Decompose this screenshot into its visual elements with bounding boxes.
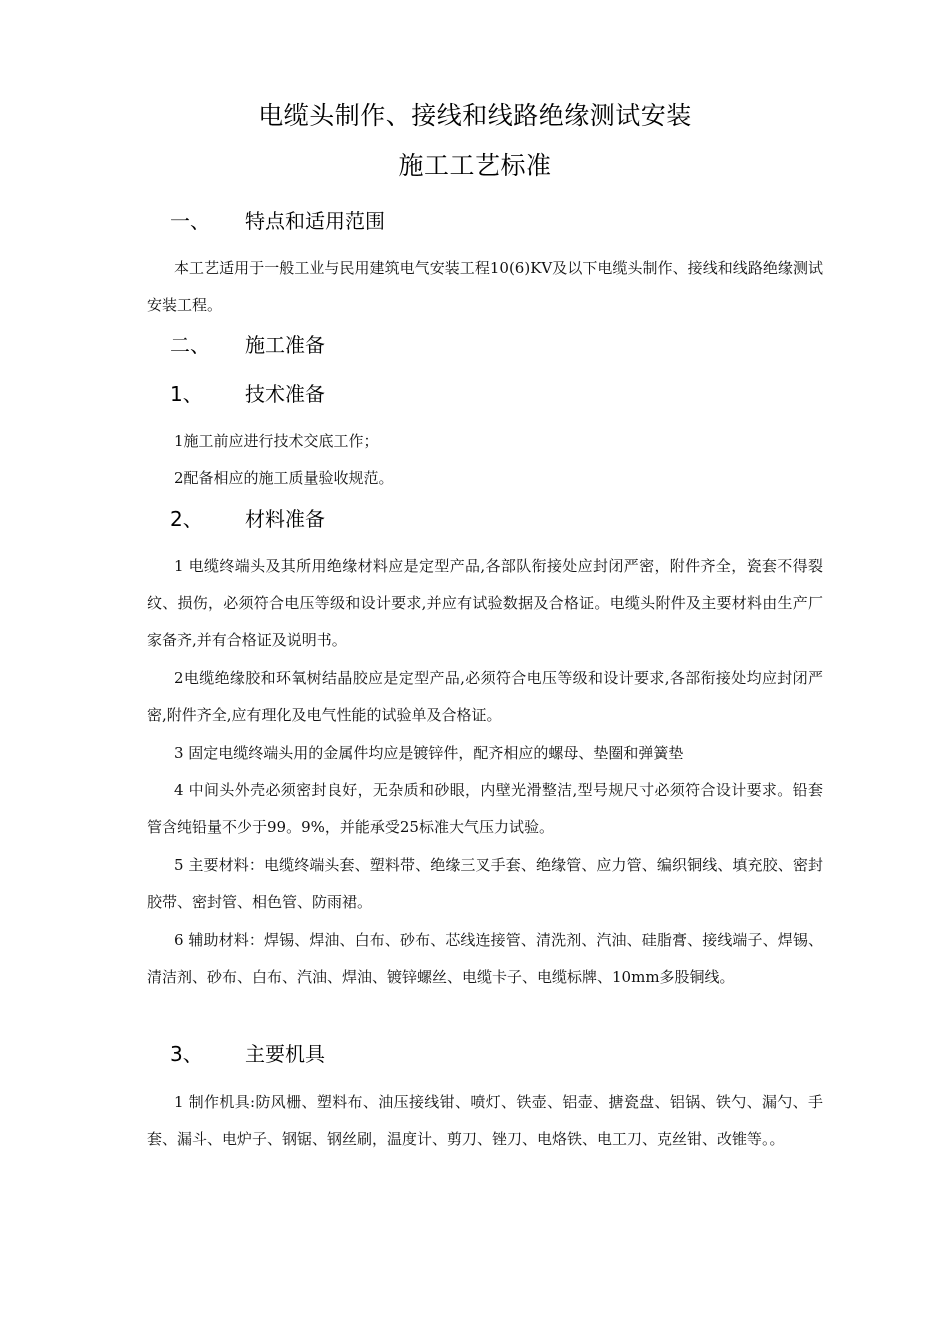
subsection-heading-2 xyxy=(170,506,325,532)
paragraph-material-6: 6 辅助材料：焊锡、焊油、白布、砂布、芯线连接管、清洗剂、汽油、硅脂膏、接线端子、焊锡、清洁剂、砂布、白布、汽油、焊油、镀锌螺丝、电缆卡子、电缆标牌、10mm多股铜线。 xyxy=(147,931,823,986)
paragraph-tech-1: 1施工前应进行技术交底工作； xyxy=(174,432,379,450)
section-label: 特点和适用范围 xyxy=(245,209,385,233)
section-label: 技术准备 xyxy=(245,382,325,406)
paragraph-tech-2: 2配备相应的施工质量验收规范。 xyxy=(174,469,394,487)
paragraph-material-4: 4 中间头外壳必须密封良好，无杂质和砂眼，内壁光滑整洁,型号规尺寸必须符合设计要求。铅套管含纯铅量不少于99。9%，并能承受25标准大气压力试验。 xyxy=(147,781,823,836)
section-number: 二、 xyxy=(170,333,210,357)
subsection-heading-3 xyxy=(170,1041,325,1067)
section-heading-1 xyxy=(170,208,385,234)
section-number: 1、 xyxy=(170,382,203,406)
section-label: 施工准备 xyxy=(245,333,325,357)
section-number: 3、 xyxy=(170,1042,203,1066)
section-number: 2、 xyxy=(170,507,203,531)
paragraph-tools-1: 1 制作机具:防风栅、塑料布、油压接线钳、喷灯、铁壶、铝壶、搪瓷盘、铝锅、铁勺、漏勺、手套、漏斗、电炉子、钢锯、钢丝刷，温度计、剪刀、锉刀、电烙铁、电工刀、克丝钳、改锥等。。 xyxy=(147,1093,823,1148)
paragraph-material-1: 1 电缆终端头及其所用绝缘材料应是定型产品,各部队衔接处应封闭严密，附件齐全，瓷套不得裂纹、损伤，必须符合电压等级和设计要求,并应有试验数据及合格证。电缆头附件及主要材料由生产厂家备齐,并有合格证及说明书。 xyxy=(147,557,823,649)
paragraph-material-3: 3 固定电缆终端头用的金属件均应是镀锌件，配齐相应的螺母、垫圈和弹簧垫 xyxy=(174,744,684,762)
subsection-heading-1 xyxy=(170,381,325,407)
section-label: 材料准备 xyxy=(245,507,325,531)
section-label: 主要机具 xyxy=(245,1042,325,1066)
document-title-line1: 电缆头制作、接线和线路绝缘测试安装 xyxy=(258,101,692,130)
paragraph-material-2: 2电缆绝缘胶和环氧树结晶胶应是定型产品,必须符合电压等级和设计要求,各部衔接处均应封闭严密,附件齐全,应有理化及电气性能的试验单及合格证。 xyxy=(147,669,823,724)
section-number: 一、 xyxy=(170,209,210,233)
document-title-line2: 施工工艺标准 xyxy=(398,151,552,180)
paragraph-material-5: 5 主要材料：电缆终端头套、塑料带、绝缘三叉手套、绝缘管、应力管、编织铜线、填充胶、密封胶带、密封管、相色管、防雨裙。 xyxy=(147,856,823,911)
section-heading-2 xyxy=(170,332,325,358)
paragraph-scope: 本工艺适用于一般工业与民用建筑电气安装工程10(6)KV及以下电缆头制作、接线和线路绝缘测试安装工程。 xyxy=(147,259,823,314)
